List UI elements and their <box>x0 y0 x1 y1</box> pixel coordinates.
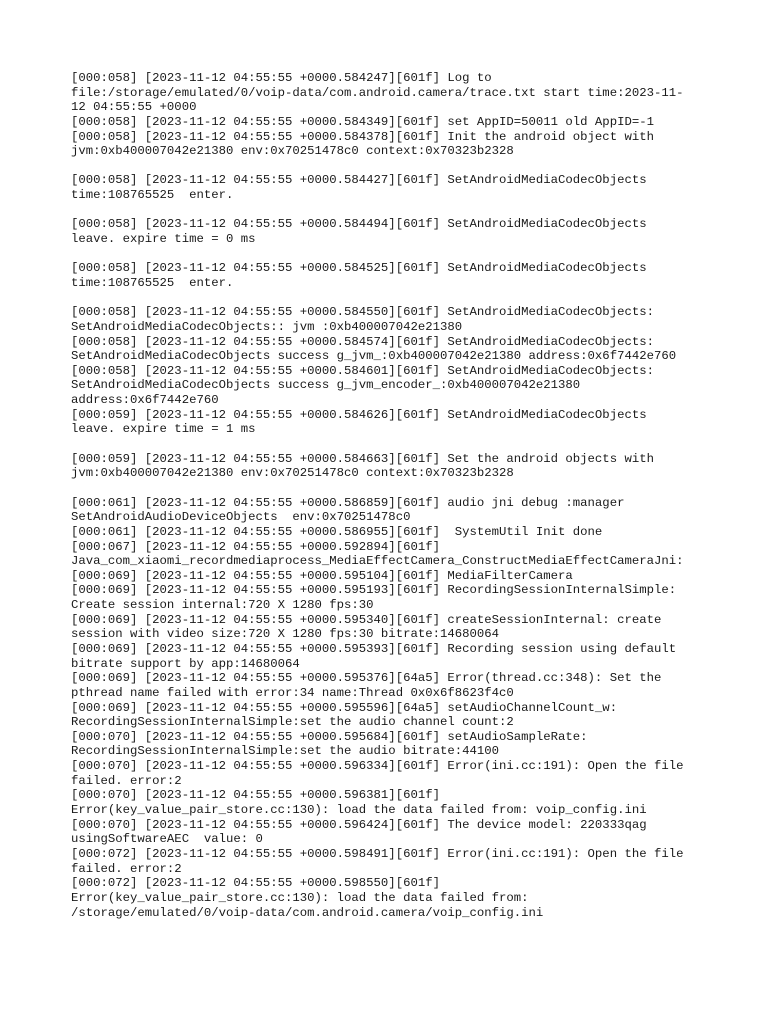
log-line: 12 04:55:55 +0000 <box>71 100 197 115</box>
log-line: Create session internal:720 X 1280 fps:30 <box>71 598 374 613</box>
log-line: [000:058] [2023-11-12 04:55:55 +0000.584574][601f] SetAndroidMediaCodecObjects: <box>71 334 654 349</box>
log-line: [000:069] [2023-11-12 04:55:55 +0000.595340][601f] createSessionInternal: create <box>71 612 662 627</box>
log-line: usingSoftwareAEC value: 0 <box>71 832 263 847</box>
log-line: [000:072] [2023-11-12 04:55:55 +0000.598491][601f] Error(ini.cc:191): Open the file <box>71 846 684 861</box>
log-line: pthread name failed with error:34 name:Thread 0x0x6f8623f4c0 <box>71 685 514 700</box>
log-line: bitrate support by app:14680064 <box>71 656 300 671</box>
log-line: Error(key_value_pair_store.cc:130): load the data failed from: voip_config.ini <box>71 803 647 818</box>
log-line: RecordingSessionInternalSimple:set the audio bitrate:44100 <box>71 744 500 759</box>
log-line: [000:072] [2023-11-12 04:55:55 +0000.598550][601f] <box>71 876 440 891</box>
log-line <box>71 159 711 174</box>
log-line: [000:058] [2023-11-12 04:55:55 +0000.584601][601f] SetAndroidMediaCodecObjects: <box>71 363 654 378</box>
log-line: time:108765525 enter. <box>71 188 234 203</box>
log-line: [000:067] [2023-11-12 04:55:55 +0000.592894][601f] <box>71 539 440 554</box>
log-line: SetAndroidMediaCodecObjects success g_jvm_encoder_:0xb400007042e21380 <box>71 378 581 393</box>
log-line: Error(key_value_pair_store.cc:130): load the data failed from: <box>71 890 529 905</box>
log-line: SetAndroidMediaCodecObjects:: jvm :0xb400007042e21380 <box>71 319 463 334</box>
log-line: [000:058] [2023-11-12 04:55:55 +0000.584550][601f] SetAndroidMediaCodecObjects: <box>71 305 654 320</box>
log-line: jvm:0xb400007042e21380 env:0x70251478c0 context:0x70323b2328 <box>71 466 514 481</box>
log-document <box>71 71 711 920</box>
log-line: [000:069] [2023-11-12 04:55:55 +0000.595193][601f] RecordingSessionInternalSimple: <box>71 583 677 598</box>
log-line: [000:059] [2023-11-12 04:55:55 +0000.584626][601f] SetAndroidMediaCodecObjects <box>71 407 647 422</box>
log-line <box>71 481 711 496</box>
log-line: [000:069] [2023-11-12 04:55:55 +0000.595104][601f] MediaFilterCamera <box>71 568 573 583</box>
log-line: [000:058] [2023-11-12 04:55:55 +0000.584247][601f] Log to <box>71 71 492 85</box>
log-line: Java_com_xiaomi_recordmediaprocess_MediaEffectCamera_ConstructMediaEffectCameraJni: <box>71 554 684 569</box>
log-line: [000:070] [2023-11-12 04:55:55 +0000.596381][601f] <box>71 788 440 803</box>
log-line: time:108765525 enter. <box>71 275 234 290</box>
log-line: [000:058] [2023-11-12 04:55:55 +0000.584349][601f] set AppID=50011 old AppID=-1 <box>71 114 654 129</box>
log-line: [000:070] [2023-11-12 04:55:55 +0000.595684][601f] setAudioSampleRate: <box>71 729 588 744</box>
log-line: [000:058] [2023-11-12 04:55:55 +0000.584378][601f] Init the android object with <box>71 129 654 144</box>
log-line: [000:059] [2023-11-12 04:55:55 +0000.584663][601f] Set the android objects with <box>71 451 654 466</box>
log-line: leave. expire time = 0 ms <box>71 232 256 247</box>
log-line: [000:058] [2023-11-12 04:55:55 +0000.584525][601f] SetAndroidMediaCodecObjects <box>71 261 647 276</box>
log-line: /storage/emulated/0/voip-data/com.android.camera/voip_config.ini <box>71 905 544 920</box>
log-line: [000:070] [2023-11-12 04:55:55 +0000.596424][601f] The device model: 220333qag <box>71 817 647 832</box>
log-line: failed. error:2 <box>71 773 182 788</box>
log-line: [000:061] [2023-11-12 04:55:55 +0000.586859][601f] audio jni debug :manager <box>71 495 625 510</box>
log-line <box>71 291 711 306</box>
log-line <box>71 437 711 452</box>
log-line: [000:069] [2023-11-12 04:55:55 +0000.595596][64a5] setAudioChannelCount_w: <box>71 700 618 715</box>
log-line: [000:070] [2023-11-12 04:55:55 +0000.596334][601f] Error(ini.cc:191): Open the file <box>71 759 684 774</box>
log-line <box>71 203 711 218</box>
log-line: [000:069] [2023-11-12 04:55:55 +0000.595393][601f] Recording session using default <box>71 641 677 656</box>
log-line: SetAndroidAudioDeviceObjects env:0x70251478c0 <box>71 510 411 525</box>
log-line: SetAndroidMediaCodecObjects success g_jvm_:0xb400007042e21380 address:0x6f7442e760 <box>71 349 677 364</box>
log-line: [000:058] [2023-11-12 04:55:55 +0000.584494][601f] SetAndroidMediaCodecObjects <box>71 217 647 232</box>
log-line: failed. error:2 <box>71 861 182 876</box>
log-line: session with video size:720 X 1280 fps:30 bitrate:14680064 <box>71 627 500 642</box>
log-line: file:/storage/emulated/0/voip-data/com.android.camera/trace.txt start time:2023-11- <box>71 85 684 100</box>
log-line: [000:061] [2023-11-12 04:55:55 +0000.586955][601f] SystemUtil Init done <box>71 524 603 539</box>
log-line: address:0x6f7442e760 <box>71 393 219 408</box>
log-line: [000:069] [2023-11-12 04:55:55 +0000.595376][64a5] Error(thread.cc:348): Set the <box>71 671 662 686</box>
log-line <box>71 247 711 262</box>
log-line: [000:058] [2023-11-12 04:55:55 +0000.584427][601f] SetAndroidMediaCodecObjects <box>71 173 647 188</box>
log-line: RecordingSessionInternalSimple:set the audio channel count:2 <box>71 715 514 730</box>
log-line: jvm:0xb400007042e21380 env:0x70251478c0 context:0x70323b2328 <box>71 144 514 159</box>
log-line: leave. expire time = 1 ms <box>71 422 256 437</box>
